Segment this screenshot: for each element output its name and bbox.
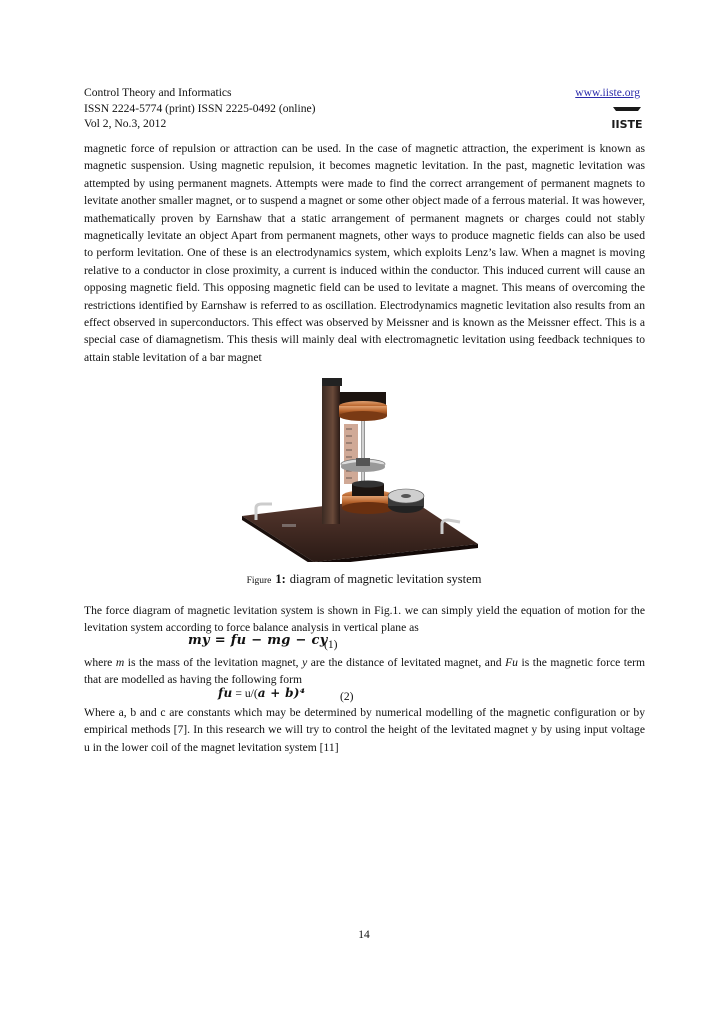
body-paragraph-4 xyxy=(84,704,645,756)
paragraph-text: Where a, b and c are constants which may be determined by numerical modelling of the magnetic configuration or by empirical methods [7]. In this research we will try to control the height of the levitated magnet y by using input voltage u in the lower coil of the magnet levitation system [11] xyxy=(84,706,645,754)
equation-1-number: (1) xyxy=(324,638,338,651)
equation-1-expression: my = fu − mg − cy xyxy=(188,633,328,648)
caption-prefix: Figure xyxy=(246,576,272,586)
page-number: 14 xyxy=(358,929,370,941)
body-paragraph-3 xyxy=(84,654,645,689)
maglev-apparatus-photo xyxy=(228,374,484,562)
iiste-logo xyxy=(610,104,644,131)
equation-2 xyxy=(218,686,305,700)
equation-1 xyxy=(188,633,328,648)
paragraph-text: magnetic force of repulsion or attraction can be used. In the case of magnetic attraction, the experiment is known as magnetic suspension. Using magnetic repulsion, it becomes magnetic levitation. In the past, magnetic levitation was attempted by using permanent magnets. Attempts were made to find the correct arrangement of permanent magnets to levitate another smaller magnet, or to suspend a magnet or some other object made of a ferrous material. It was however, mathematically proven by Earnshaw that a static arrangement of permanent magnets or charges could not stably magnetically levitate an object Apart from permanent magnets, other ways to produce magnetic fields can also be used to perform levitation. One of these is an electrodynamics system, which exploits Lenz’s law. When a magnet is moving relative to a conductor in close proximity, a current is induced within the conductor. This induced current will cause an opposing magnetic field. This opposing magnetic field can be used to levitate a magnet. This means of overcoming the restrictions identified by Earnshaw is referred to as oscillation. Electrodynamics magnetic levitation also results from an effect observed in superconductors. This effect was observed by Meissner and is known as the Meissner effect. This is a special case of diamagnetism. This thesis will mainly deal with electromagnetic levitation using feedback techniques to attain stable levitation of a bar magnet xyxy=(84,142,645,364)
issn-line: ISSN 2224-5774 (print) ISSN 2225-0492 (online) xyxy=(84,102,316,115)
caption-number: 1: xyxy=(275,572,286,586)
journal-title: Control Theory and Informatics xyxy=(84,86,232,99)
paragraph-text: The force diagram of magnetic levitation system is shown in Fig.1. we can simply yield the equation of motion for the levitation system according to force balance analysis in vertical plane as xyxy=(84,604,645,635)
caption-text: diagram of magnetic levitation system xyxy=(289,572,482,586)
body-paragraph-2 xyxy=(84,602,645,637)
paragraph-text: where m is the mass of the levitation magnet, y are the distance of levitated magnet, and Fu is the magnetic force term that are modelled as having the following form xyxy=(84,656,646,687)
equation-2-mid: = u/( xyxy=(232,687,258,700)
journal-url-link[interactable]: www.iiste.org xyxy=(575,86,640,99)
svg-text:IISTE: IISTE xyxy=(611,118,643,131)
equation-2-rhs: a + b)⁴ xyxy=(257,686,306,700)
figure-caption xyxy=(0,570,728,588)
volume-line: Vol 2, No.3, 2012 xyxy=(84,117,167,130)
equation-2-lhs: fu xyxy=(218,686,233,700)
equation-2-number: (2) xyxy=(340,690,354,703)
body-paragraph-1 xyxy=(84,140,645,366)
